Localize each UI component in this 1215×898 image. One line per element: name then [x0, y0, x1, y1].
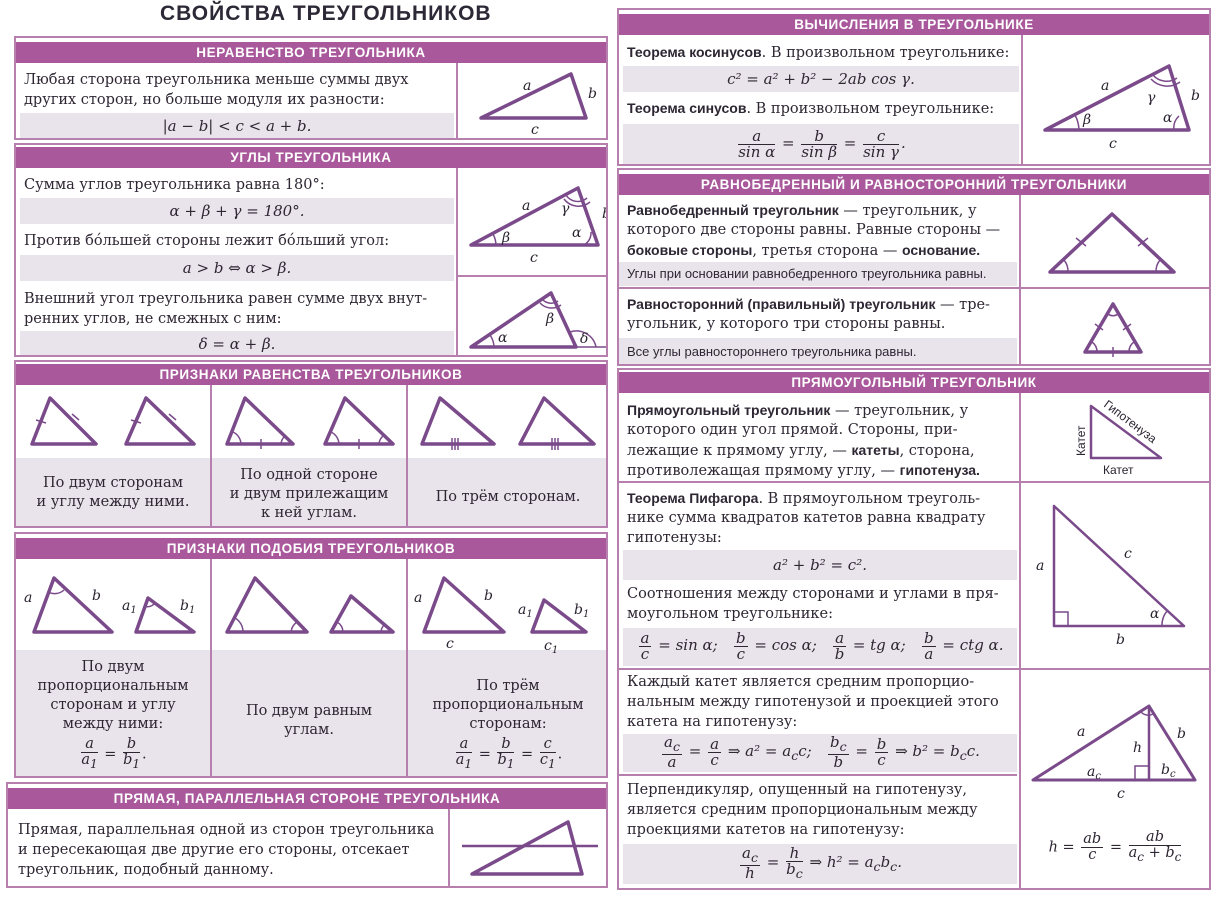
right-def-3: лежащие к прямому углу, — катеты, сторона,: [627, 442, 975, 459]
calculations-triangle-figure: [1039, 60, 1209, 160]
similarity-sas-line-1: По двум: [81, 659, 145, 675]
svg-text:c: c: [1124, 546, 1132, 562]
inequality-panel: [14, 36, 608, 140]
svg-text:ac: $a_c$: [1087, 764, 1101, 782]
svg-text:b: b: [92, 588, 101, 604]
equality-sss-line-1: По трём сторонам.: [435, 489, 581, 505]
svg-text:α: α: [498, 330, 508, 346]
svg-text:b: b: [1191, 88, 1200, 104]
right-def-4: противолежащая прямому углу, — гипотенуза.: [627, 462, 980, 479]
exterior-angle-text-2: ренних углов, не смежных с ним:: [24, 311, 282, 327]
exterior-angle-formula: δ = α + β.: [20, 331, 454, 357]
equality-sas-line-1: По двум сторонам: [43, 475, 183, 491]
altitude-text-2: является средним пропорциональным между: [627, 802, 978, 818]
sine-theorem-text: Теорема синусов. В произвольном треугольнике:: [627, 100, 995, 117]
leg-mean-text-1: Каждый катет является средним пропорцио-: [627, 674, 975, 690]
right-triangle-header: ПРЯМОУГОЛЬНЫЙ ТРЕУГОЛЬНИК: [619, 372, 1209, 393]
svg-text:a: a: [523, 78, 532, 94]
altitude-text-1: Перпендикуляр, опущенный на гипотенузу,: [627, 782, 968, 798]
svg-text:α: α: [572, 225, 582, 241]
leg-label-vertical: Катет: [1074, 425, 1088, 456]
leg-mean-formula: $\frac{a_c}{a}$ = $\frac{a}{c}$ ⇒ $a^2 = a_cc$; $\frac{b_c}{b}$ = $\frac{b}{c}$ ⇒ $b^2 = b_cc$.: [623, 734, 1017, 772]
svg-text:α: α: [1163, 110, 1173, 126]
similarity-sss-figure: [414, 572, 604, 656]
equality-panel: [14, 360, 608, 528]
svg-text:b: b: [588, 86, 597, 102]
right-def-2: которого один угол прямой. Стороны, при-: [627, 422, 958, 438]
equality-asa-line-2: и двум прилежащим: [229, 486, 389, 502]
svg-text:a: a: [522, 198, 531, 214]
angles-panel: [14, 143, 611, 357]
parallel-header: ПРЯМАЯ, ПАРАЛЛЕЛЬНАЯ СТОРОНЕ ТРЕУГОЛЬНИКА: [8, 788, 606, 809]
similarity-sss-line-1: По трём: [476, 678, 540, 694]
parallel-text-2: и пересекающая две другие его стороны, отсекает: [18, 842, 410, 858]
altitude-text-3: проекциями катетов на гипотенузу:: [627, 822, 905, 838]
similarity-aa-line-2: углам.: [284, 722, 334, 738]
calculations-header: ВЫЧИСЛЕНИЯ В ТРЕУГОЛЬНИКЕ: [619, 14, 1209, 35]
page-title: СВОЙСТВА ТРЕУГОЛЬНИКОВ: [160, 2, 492, 25]
equality-sss-figure: [416, 392, 606, 452]
similarity-sas-line-3: сторонам и углу: [50, 697, 176, 713]
equality-header: ПРИЗНАКИ РАВЕНСТВА ТРЕУГОЛЬНИКОВ: [16, 364, 606, 385]
parallel-triangle-figure: [458, 818, 603, 880]
svg-text:a1: $a_1$: [518, 602, 533, 620]
svg-text:a: a: [1101, 78, 1110, 94]
isosceles-triangle-figure: [1044, 208, 1184, 280]
exterior-angle-figure: [466, 285, 608, 355]
altitude-triangle-figure: [1027, 700, 1207, 810]
angle-sum-formula: α + β + γ = 180°.: [20, 198, 454, 224]
angles-header: УГЛЫ ТРЕУГОЛЬНИКА: [16, 147, 606, 168]
inequality-formula: |a − b| < c < a + b.: [20, 113, 454, 139]
equality-sas-line-2: и углу между ними.: [36, 494, 190, 510]
svg-text:c: c: [1117, 786, 1125, 802]
equilateral-def-2: угольник, у которого три стороны равны.: [627, 316, 946, 332]
svg-text:β: β: [1083, 112, 1092, 128]
svg-text:γ: γ: [561, 201, 570, 217]
pythagoras-text-3: гипотенузы:: [627, 530, 722, 546]
calculations-panel: [617, 8, 1211, 166]
isosceles-panel: [617, 168, 1211, 366]
altitude-via-sides-formula: h = $\frac{ab}{c}$ = $\frac{ab}{a_c + b_c}$: [1048, 829, 1182, 864]
cosine-theorem-name: Теорема косинусов: [627, 44, 762, 60]
svg-text:b: b: [1116, 632, 1125, 648]
similarity-sas-figure: [24, 572, 209, 642]
similarity-sss-line-2: пропорциональным: [432, 697, 584, 713]
isosceles-def-1: Равнобедренный треугольник — треугольник, у: [627, 202, 977, 219]
svg-text:β: β: [546, 311, 555, 327]
relations-text-2: моугольном треугольнике:: [627, 606, 833, 622]
pythagoras-triangle-figure: [1034, 500, 1204, 650]
svg-text:b: b: [484, 588, 493, 604]
parallel-panel: [6, 782, 608, 888]
svg-text:c: c: [531, 122, 539, 138]
similarity-panel: [14, 532, 608, 778]
svg-text:c: c: [530, 250, 538, 266]
right-def-1: Прямоугольный треугольник — треугольник, у: [627, 402, 969, 419]
isosceles-note: Углы при основании равнобедренного треугольника равны.: [627, 266, 987, 281]
similarity-aa-figure: [221, 572, 406, 642]
isosceles-def-2: которого две стороны равны. Равные стороны —: [627, 222, 1001, 238]
similarity-header: ПРИЗНАКИ ПОДОБИЯ ТРЕУГОЛЬНИКОВ: [16, 538, 606, 559]
svg-text:a: a: [1077, 724, 1086, 740]
right-triangle-terms-figure: [1051, 397, 1191, 480]
altitude-formula: $\frac{a_c}{h}$ = $\frac{h}{b_c}$ ⇒ $h^2 = a_cb_c$.: [623, 844, 1017, 884]
relations-formula: $\frac{a}{c}$ = sin α; $\frac{b}{c}$ = cos α; $\frac{a}{b}$ = tg α; $\frac{b}{a}$ = ctg α.: [623, 628, 1017, 666]
svg-text:c: c: [1109, 136, 1117, 152]
cosine-theorem-text: Теорема косинусов. В произвольном треугольнике:: [627, 44, 1010, 61]
right-triangle-panel: [617, 368, 1211, 890]
hypotenuse-label: Гипотенуза: [1101, 397, 1160, 446]
inequality-text-2: других сторон, но больше модуля их разности:: [24, 92, 385, 108]
svg-text:b1: $b_1$: [574, 602, 590, 620]
svg-text:β: β: [502, 230, 511, 246]
equality-sas-figure: [26, 392, 206, 452]
inequality-header: НЕРАВЕНСТВО ТРЕУГОЛЬНИКА: [16, 42, 606, 63]
parallel-text-1: Прямая, параллельная одной из сторон треугольника: [18, 822, 435, 838]
equality-asa-line-3: к ней углам.: [260, 505, 358, 521]
svg-text:a: a: [24, 590, 33, 606]
isosceles-def-3: боковые стороны, третья сторона — основание.: [627, 242, 981, 259]
pythagoras-text-2: нике сумма квадратов катетов равна квадрату: [627, 510, 986, 526]
sine-theorem-name: Теорема синусов: [627, 100, 747, 116]
angles-triangle-figure: [466, 180, 611, 266]
svg-text:c1: $c_1$: [544, 638, 559, 656]
leg-mean-text-2: нальным между гипотенузой и проекцией этого: [627, 694, 999, 710]
svg-text:a: a: [1036, 558, 1045, 574]
bigger-side-text: Против бóльшей стороны лежит бóльший угол:: [24, 233, 390, 249]
equilateral-def-1: Равносторонний (правильный) треугольник — тре-: [627, 296, 990, 313]
leg-mean-text-3: катета на гипотенузу:: [627, 714, 798, 730]
bigger-side-formula: a > b ⇔ α > β.: [20, 255, 454, 281]
equality-asa-figure: [221, 392, 401, 452]
similarity-sss-ratio: $\frac{a}{a_1}$ = $\frac{b}{b_1}$ = $\frac{c}{c_1}$ .: [455, 736, 563, 771]
svg-text:b1: $b_1$: [180, 598, 196, 616]
similarity-sas-line-2: пропорциональным: [37, 678, 189, 694]
equality-asa-line-1: По одной стороне: [240, 467, 378, 483]
svg-text:a1: $a_1$: [122, 598, 137, 616]
inequality-text-1: Любая сторона треугольника меньше суммы двух: [24, 72, 409, 88]
exterior-angle-text-1: Внешний угол треугольника равен сумме двух внут-: [24, 291, 428, 307]
equilateral-triangle-figure: [1079, 298, 1149, 358]
equilateral-note: Все углы равностороннего треугольника равны.: [627, 344, 917, 359]
angle-sum-text: Сумма углов треугольника равна 180°:: [24, 177, 325, 193]
svg-text:c: c: [446, 636, 454, 652]
svg-text:b: b: [1177, 726, 1186, 742]
pythagoras-text-1: Теорема Пифагора. В прямоугольном треуголь-: [627, 490, 981, 507]
cosine-formula: c² = a² + b² − 2ab cos γ.: [623, 66, 1019, 92]
leg-label-horizontal: Катет: [1103, 463, 1134, 477]
svg-text:h: h: [1133, 740, 1143, 756]
inequality-triangle-figure: [471, 68, 601, 138]
similarity-sas-line-4: между ними:: [62, 716, 164, 732]
similarity-sas-ratio: $\frac{a}{a_1}$ = $\frac{b}{b_1}$ .: [81, 736, 147, 771]
isosceles-header: РАВНОБЕДРЕННЫЙ И РАВНОСТОРОННИЙ ТРЕУГОЛЬНИКИ: [619, 174, 1209, 195]
svg-text:γ: γ: [1147, 90, 1156, 106]
svg-text:α: α: [1150, 606, 1160, 622]
sine-formula: $\frac{a}{\text{sin α}}$ = $\frac{b}{\text{sin β}}$ = $\frac{c}{\text{sin γ}}$ .: [623, 124, 1019, 164]
similarity-sss-line-3: сторонам:: [469, 716, 547, 732]
similarity-aa-line-1: По двум равным: [245, 703, 373, 719]
svg-text:δ: δ: [580, 331, 589, 347]
svg-text:bc: $b_c$: [1161, 762, 1176, 780]
parallel-text-3: треугольник, подобный данному.: [18, 862, 274, 878]
pythagoras-formula: a² + b² = c².: [623, 550, 1017, 580]
svg-text:a: a: [414, 590, 423, 606]
relations-text-1: Соотношения между сторонами и углами в пря-: [627, 586, 999, 602]
svg-text:b: b: [602, 206, 611, 222]
